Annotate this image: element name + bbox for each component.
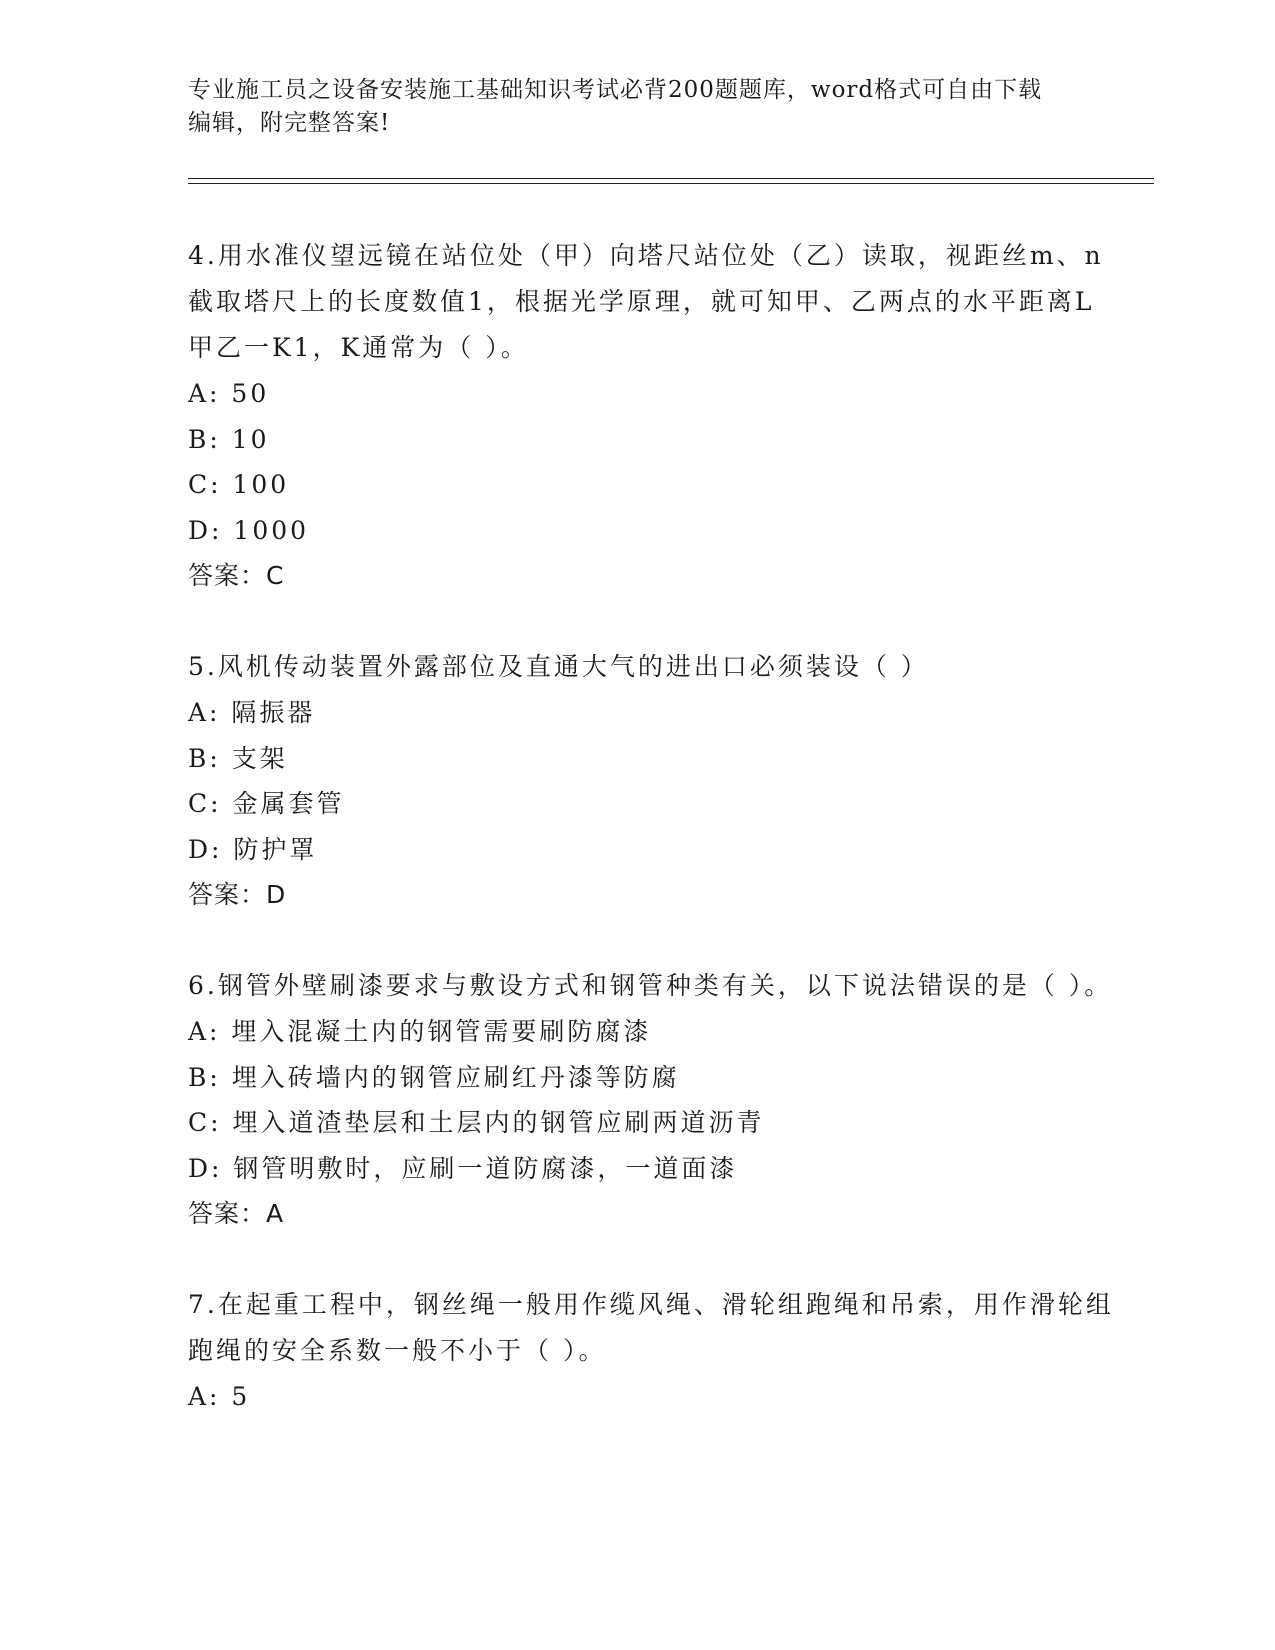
- option-a: A: 埋入混凝土内的钢管需要刷防腐漆: [188, 1017, 652, 1046]
- header-title-line-2: 编辑，附完整答案!: [188, 110, 391, 136]
- option-d: D: 防护罩: [188, 834, 318, 864]
- header-title-line-1: 专业施工员之设备安装施工基础知识考试必背200题题库，word格式可自由下载: [188, 77, 1043, 103]
- option-b: B: 10: [188, 424, 270, 454]
- question-5: [188, 644, 1118, 917]
- question-7: [188, 1282, 1118, 1420]
- answer-label: 答案：C: [188, 561, 285, 590]
- header-divider-top: [188, 178, 1154, 179]
- question-list: [188, 233, 1118, 1466]
- option-a: A: 5: [188, 1382, 251, 1411]
- answer-label: 答案：A: [188, 1199, 285, 1228]
- question-text: 5.风机传动装置外露部位及直通大气的进出口必须装设（ ）: [188, 652, 929, 681]
- option-d: D: 钢管明敷时，应刷一道防腐漆，一道面漆: [188, 1153, 738, 1183]
- question-4: [188, 233, 1118, 598]
- question-text: 4.用水准仪望远镜在站位处（甲）向塔尺站位处（乙）读取，视距丝m、n截取塔尺上的长度数值1，根据光学原理，就可知甲、乙两点的水平距离L甲乙一K1，K通常为（ ）。: [188, 241, 1104, 362]
- question-text: 7.在起重工程中，钢丝绳一般用作缆风绳、滑轮组跑绳和吊索，用作滑轮组跑绳的安全系数一般不小于（ ）。: [188, 1290, 1114, 1365]
- option-c: C: 埋入道渣垫层和土层内的钢管应刷两道沥青: [188, 1108, 765, 1137]
- option-c: C: 100: [188, 470, 290, 499]
- header-divider-bottom: [188, 183, 1154, 184]
- question-6: [188, 963, 1118, 1236]
- option-a: A: 50: [188, 379, 270, 408]
- question-text: 6.钢管外壁刷漆要求与敷设方式和钢管种类有关，以下说法错误的是（ ）。: [188, 971, 1113, 1000]
- answer-label: 答案：D: [188, 880, 287, 909]
- option-c: C: 金属套管: [188, 789, 345, 818]
- document-header: [188, 74, 1088, 140]
- option-d: D: 1000: [188, 515, 310, 545]
- option-a: A: 隔振器: [188, 698, 316, 727]
- option-b: B: 支架: [188, 743, 288, 773]
- option-b: B: 埋入砖墙内的钢管应刷红丹漆等防腐: [188, 1062, 680, 1092]
